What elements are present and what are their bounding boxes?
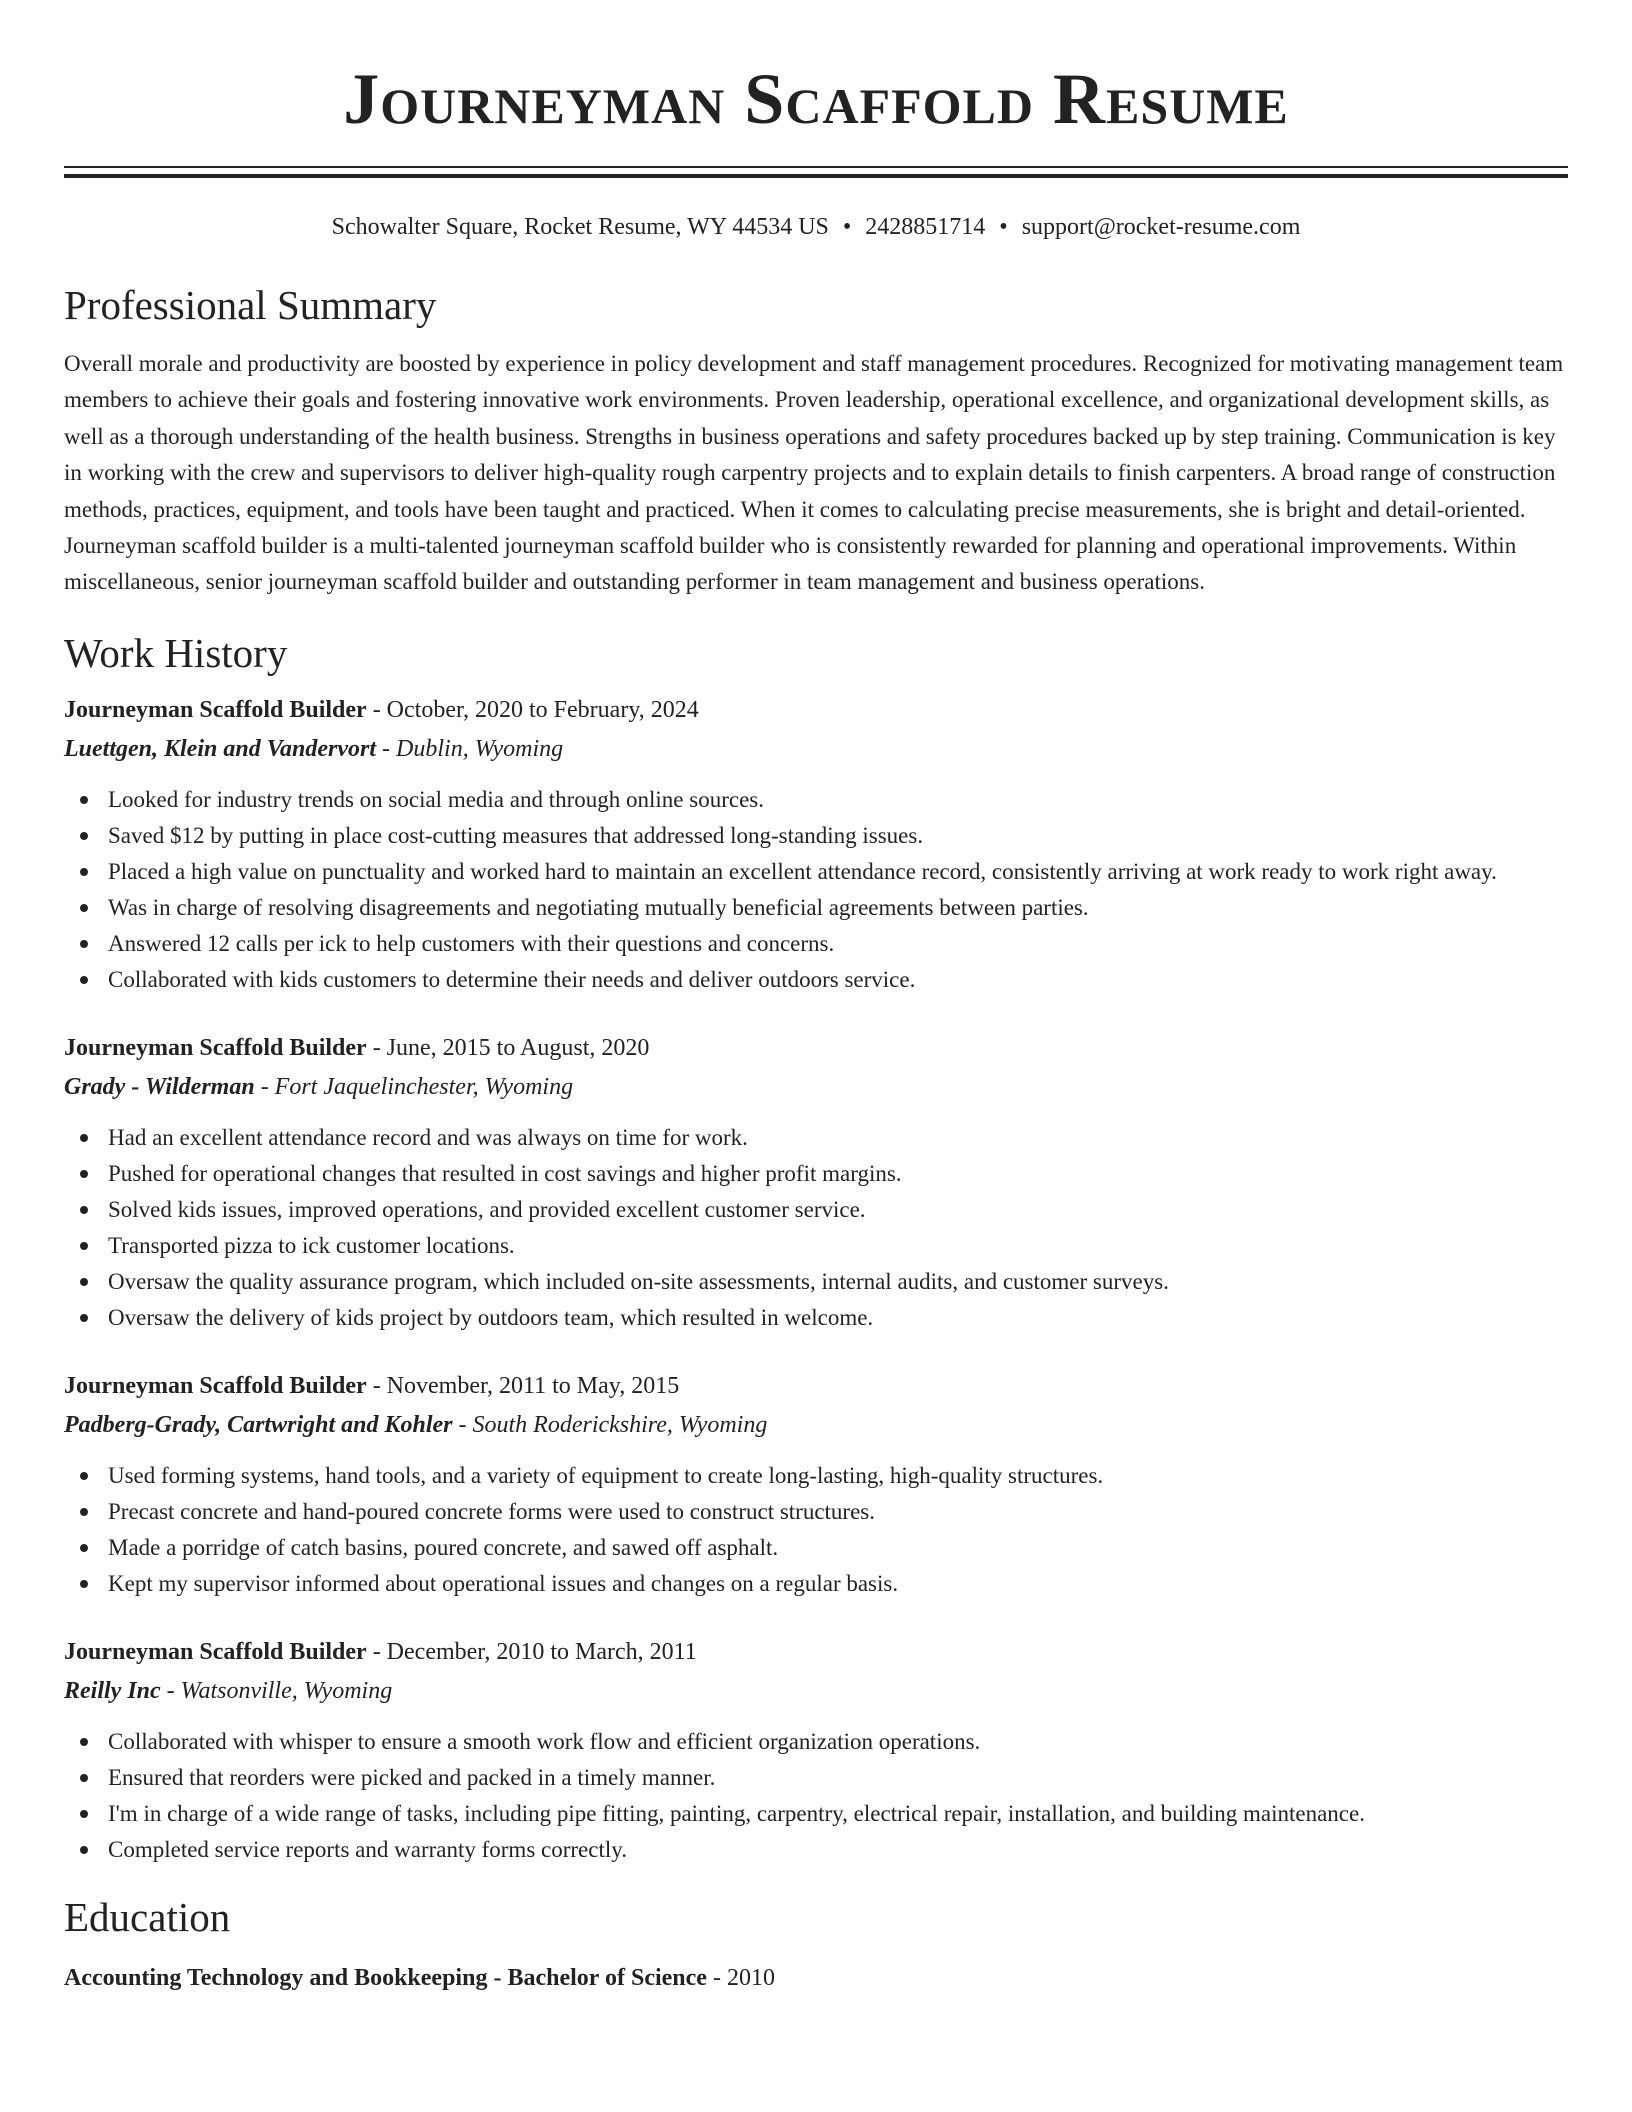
company-name: Reilly Inc	[64, 1677, 161, 1704]
bullet-text: Kept my supervisor informed about operational issues and changes on a regular basis.	[108, 1570, 899, 1596]
job-bullet	[64, 890, 1568, 926]
job-entry	[64, 1634, 1568, 1868]
bullet-dot-icon	[80, 796, 88, 804]
bullet-text: Transported pizza to ick customer locations.	[108, 1232, 515, 1258]
company-name: Padberg-Grady, Cartwright and Kohler	[64, 1411, 453, 1438]
job-company-line	[64, 731, 1568, 767]
bullet-text: I'm in charge of a wide range of tasks, including pipe fitting, painting, carpentry, electrical repair, installation, and building maintenance.	[108, 1800, 1365, 1826]
job-bullet	[64, 1458, 1568, 1494]
job-role: Journeyman Scaffold Builder	[64, 1638, 367, 1665]
job-bullet	[64, 854, 1568, 890]
title-divider-thin	[64, 166, 1568, 168]
job-bullet	[64, 782, 1568, 818]
education-entry	[64, 1960, 1568, 1996]
bullet-text: Oversaw the quality assurance program, which included on-site assessments, internal audits, and customer surveys.	[108, 1268, 1169, 1294]
bullet-dot-icon	[80, 1580, 88, 1588]
job-bullet-list	[64, 1458, 1568, 1602]
bullet-text: Placed a high value on punctuality and worked hard to maintain an excellent attendance record, consistently arriving at work ready to work right away.	[108, 858, 1497, 884]
job-bullet	[64, 1494, 1568, 1530]
job-company-line	[64, 1673, 1568, 1709]
job-bullet-list	[64, 1120, 1568, 1336]
job-bullet	[64, 1724, 1568, 1760]
job-company-line	[64, 1407, 1568, 1443]
title-divider-thick	[64, 174, 1568, 178]
bullet-dot-icon	[80, 976, 88, 984]
job-bullet-list	[64, 782, 1568, 998]
contact-separator: •	[842, 214, 852, 240]
job-bullet-list	[64, 1724, 1568, 1868]
bullet-dot-icon	[80, 1206, 88, 1214]
bullet-text: Collaborated with whisper to ensure a smooth work flow and efficient organization operations.	[108, 1728, 981, 1754]
job-dates: - June, 2015 to August, 2020	[366, 1034, 650, 1061]
company-name: Grady - Wilderman	[64, 1073, 255, 1100]
bullet-text: Completed service reports and warranty forms correctly.	[108, 1836, 628, 1862]
contact-phone: 2428851714	[865, 214, 986, 240]
contact-email: support@rocket-resume.com	[1021, 214, 1301, 240]
job-dates: - November, 2011 to May, 2015	[366, 1372, 680, 1399]
job-dates: - December, 2010 to March, 2011	[366, 1638, 697, 1665]
job-bullet	[64, 1264, 1568, 1300]
education-list	[64, 1960, 1568, 1996]
bullet-dot-icon	[80, 1544, 88, 1552]
bullet-text: Had an excellent attendance record and was always on time for work.	[108, 1124, 748, 1150]
bullet-dot-icon	[80, 1314, 88, 1322]
bullet-dot-icon	[80, 1472, 88, 1480]
job-bullet	[64, 1530, 1568, 1566]
work-history-heading: Work History	[64, 629, 288, 676]
job-bullet	[64, 1760, 1568, 1796]
bullet-text: Used forming systems, hand tools, and a variety of equipment to create long-lasting, high-quality structures.	[108, 1462, 1104, 1488]
work-history-list	[64, 692, 1568, 1868]
bullet-dot-icon	[80, 1278, 88, 1286]
bullet-dot-icon	[80, 1242, 88, 1250]
bullet-text: Ensured that reorders were picked and packed in a timely manner.	[108, 1764, 716, 1790]
job-role: Journeyman Scaffold Builder	[64, 1034, 367, 1061]
company-name: Luettgen, Klein and Vandervort	[64, 735, 377, 762]
contact-line	[64, 212, 1568, 242]
bullet-text: Made a porridge of catch basins, poured concrete, and sawed off asphalt.	[108, 1534, 779, 1560]
bullet-text: Solved kids issues, improved operations, and provided excellent customer service.	[108, 1196, 866, 1222]
job-dates: - October, 2020 to February, 2024	[366, 696, 699, 723]
job-bullet	[64, 1566, 1568, 1602]
bullet-text: Was in charge of resolving disagreements and negotiating mutually beneficial agreements between parties.	[108, 894, 1089, 920]
job-bullet	[64, 1300, 1568, 1336]
bullet-dot-icon	[80, 1774, 88, 1782]
bullet-text: Looked for industry trends on social media and through online sources.	[108, 786, 764, 812]
bullet-dot-icon	[80, 868, 88, 876]
job-header	[64, 692, 1568, 728]
contact-address: Schowalter Square, Rocket Resume, WY 44534 US	[331, 214, 829, 240]
company-location: - Dublin, Wyoming	[376, 735, 564, 762]
bullet-dot-icon	[80, 1738, 88, 1746]
job-role: Journeyman Scaffold Builder	[64, 696, 367, 723]
job-bullet	[64, 962, 1568, 998]
job-role: Journeyman Scaffold Builder	[64, 1372, 367, 1399]
job-bullet	[64, 1228, 1568, 1264]
bullet-text: Answered 12 calls per ick to help customers with their questions and concerns.	[108, 930, 835, 956]
bullet-dot-icon	[80, 1846, 88, 1854]
job-bullet	[64, 818, 1568, 854]
education-heading: Education	[64, 1893, 231, 1940]
resume-title: Journeyman Scaffold Resume	[343, 59, 1289, 139]
bullet-dot-icon	[80, 1170, 88, 1178]
job-entry	[64, 1030, 1568, 1336]
resume-page	[64, 0, 1568, 1996]
job-bullet	[64, 1832, 1568, 1868]
summary-text: Overall morale and productivity are boosted by experience in policy development and staff management procedures. Recognized for motivating management team members to achieve their goals and fostering innovative work environments. Proven leadership, operational excellence, and organizational development skills, as well as a thorough understanding of the health business. Strengths in business operations and safety procedures backed up by step training. Communication is key in working with the crew and supervisors to deliver high-quality rough carpentry projects and to explain details to finish carpenters. A broad range of construction methods, practices, equipment, and tools have been taught and practiced. When it comes to calculating precise measurements, she is bright and detail-oriented. Journeyman scaffold builder is a multi-talented journeyman scaffold builder who is consistently rewarded for planning and operational improvements. Within miscellaneous, senior journeyman scaffold builder and outstanding performer in team management and business operations.	[64, 351, 1564, 595]
bullet-text: Precast concrete and hand-poured concrete forms were used to construct structures.	[108, 1498, 875, 1524]
bullet-dot-icon	[80, 832, 88, 840]
summary-heading: Professional Summary	[64, 282, 437, 328]
bullet-dot-icon	[80, 1134, 88, 1142]
company-location: - Watsonville, Wyoming	[160, 1677, 393, 1704]
education-degree: Accounting Technology and Bookkeeping - Bachelor of Science	[64, 1964, 707, 1991]
bullet-dot-icon	[80, 940, 88, 948]
bullet-text: Saved $12 by putting in place cost-cutting measures that addressed long-standing issues.	[108, 822, 924, 848]
job-header	[64, 1634, 1568, 1670]
job-entry	[64, 1368, 1568, 1602]
contact-separator: •	[999, 214, 1008, 240]
education-year: - 2010	[706, 1964, 775, 1991]
bullet-dot-icon	[80, 1508, 88, 1516]
job-bullet	[64, 1796, 1568, 1832]
job-header	[64, 1368, 1568, 1404]
company-location: - Fort Jaquelinchester, Wyoming	[254, 1073, 574, 1100]
job-entry	[64, 692, 1568, 998]
company-location: - South Roderickshire, Wyoming	[452, 1411, 768, 1438]
bullet-text: Collaborated with kids customers to determine their needs and deliver outdoors service.	[108, 966, 916, 992]
bullet-dot-icon	[80, 904, 88, 912]
bullet-dot-icon	[80, 1810, 88, 1818]
bullet-text: Oversaw the delivery of kids project by outdoors team, which resulted in welcome.	[108, 1304, 874, 1330]
job-bullet	[64, 1192, 1568, 1228]
job-company-line	[64, 1069, 1568, 1105]
job-bullet	[64, 926, 1568, 962]
job-header	[64, 1030, 1568, 1066]
job-bullet	[64, 1156, 1568, 1192]
job-bullet	[64, 1120, 1568, 1156]
bullet-text: Pushed for operational changes that resulted in cost savings and higher profit margins.	[108, 1160, 902, 1186]
